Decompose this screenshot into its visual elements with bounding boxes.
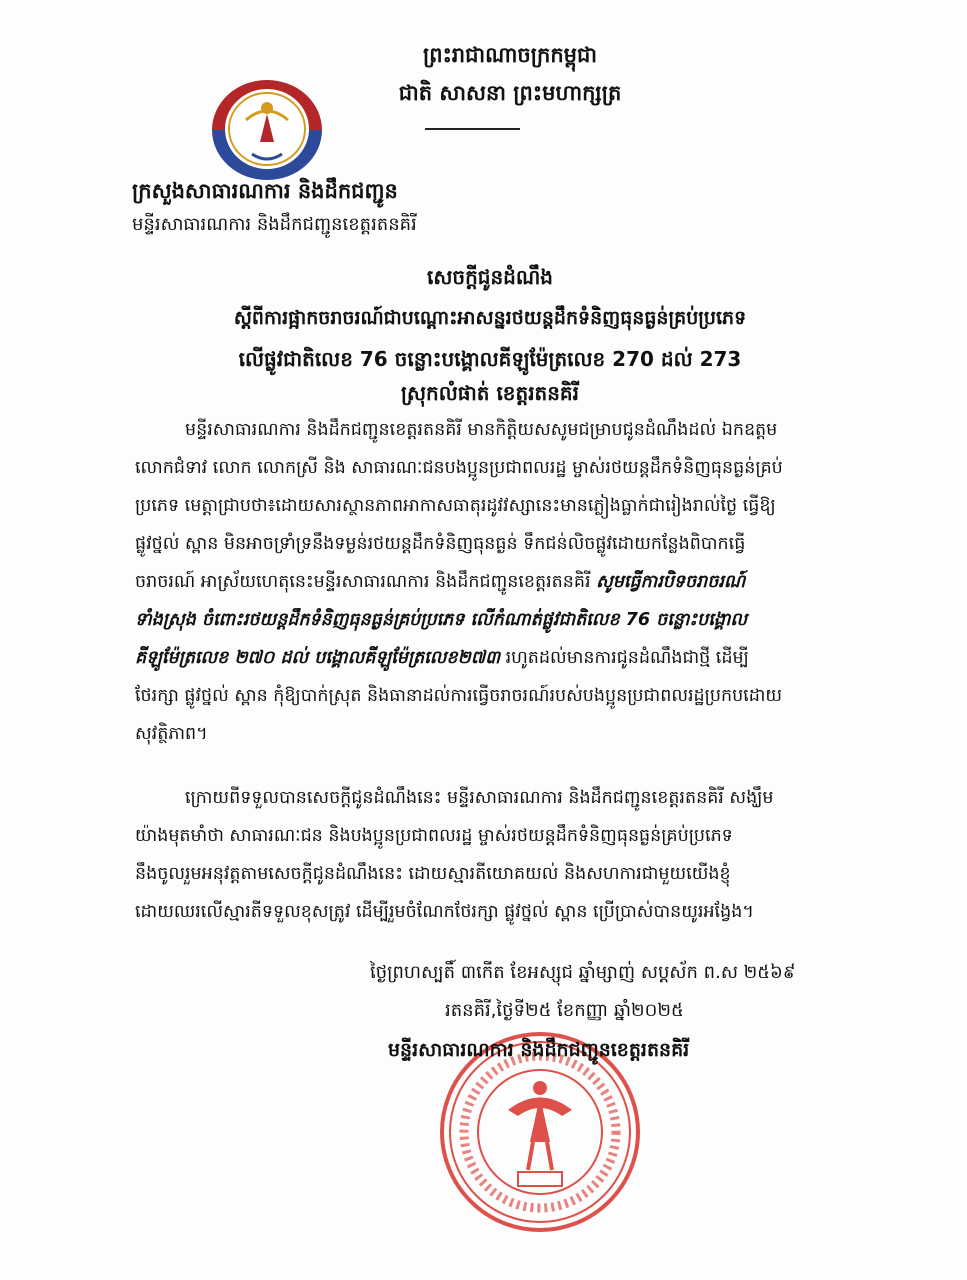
paragraph2-line: នឹងចូលរួមអនុវត្តតាមសេចក្ដីជូនដំណឹងនេះ ដោយស្មារតីយោគយល់ និងសហការជាមួយយើងខ្ញុំ	[135, 864, 731, 884]
ministry-logo	[200, 72, 335, 182]
department-name: មន្ទីរសាធារណការ និងដឹកជញ្ជូនខេត្តរតនគិរី	[132, 214, 417, 235]
solar-date: រតនគិរី,ថ្ងៃទី២៥ ខែកញ្ញា ឆ្នាំ២០២៥	[445, 1000, 684, 1021]
paragraph2-line: ក្រោយពីទទួលបានសេចក្ដីជូនដំណឹងនេះ មន្ទីរសាធារណការ និងដឹកជញ្ជូនខេត្តរតនគិរី សង្ឃឹម	[185, 788, 774, 808]
paragraph1-line: ប្រភេទ មេត្តាជ្រាបថា៖ដោយសារស្ថានភាពអាកាសធាតុរដូវវស្សានេះមានភ្លៀងធ្លាក់ជារៀងរាល់ថ្ងៃ ធ្វើឱ្យ	[135, 496, 776, 516]
national-motto-kingdom: ព្រះរាជាណាចក្រកម្ពុជា	[422, 43, 597, 67]
seal-figure-legs	[528, 1142, 552, 1170]
motto-divider	[425, 128, 520, 130]
paragraph1-line: មន្ទីរសាធារណការ និងដឹកជញ្ជូនខេត្តរតនគិរី មានកិត្តិយសសូមជម្រាបជូនដំណឹងដល់ ឯកឧត្តម	[185, 420, 778, 440]
seal-base-plate	[518, 1172, 562, 1186]
paragraph1-emphasis: គីឡូម៉ែត្រលេខ ២៧០ ដល់ បង្គោលគីឡូម៉ែត្រលេខ២៧៣	[135, 648, 501, 668]
national-motto-nation: ជាតិ សាសនា ព្រះមហាក្សត្រ	[398, 81, 622, 105]
seal-figure-head	[533, 1081, 547, 1095]
notice-subject: ស្ដីពីការផ្អាកចរាចរណ៍ជាបណ្ដោះអាសន្នរថយន្តដឹកទំនិញធុនធ្ងន់គ្រប់ប្រភេទ	[233, 307, 747, 329]
notice-location: ស្រុកលំផាត់ ខេត្តរតនគិរី	[401, 381, 579, 405]
signatory-title: មន្ទីរសាធារណការ និងដឹកជញ្ជូនខេត្តរតនគិរី	[388, 1039, 690, 1061]
paragraph1-line: ថែរក្សា ផ្លូវថ្នល់ ស្ពាន កុំឱ្យបាក់ស្រុត និងធានាដល់ការធ្វើចរាចរណ៍របស់បងប្អូនប្រជាពលរដ្ឋប្រកបដោយ	[135, 686, 783, 706]
paragraph1-text: ចរាចរណ៍ អាស្រ័យហេតុនេះមន្ទីរសាធារណការ និងដឹកជញ្ជូនខេត្តរតនគិរី	[135, 572, 597, 592]
paragraph2-line: យ៉ាងមុតមាំថា សាធារណៈជន និងបងប្អូនប្រជាពលរដ្ឋ ម្ចាស់រថយន្តដឹកទំនិញធុនធ្ងន់គ្រប់ប្រភេទ	[135, 826, 733, 846]
paragraph2-line: ដោយឈរលើស្មារតីទទួលខុសត្រូវ ដើម្បីរួមចំណែកថែរក្សា ផ្លូវថ្នល់ ស្ពាន ប្រើប្រាស់បានយូរអង្វែង។	[135, 902, 754, 922]
paragraph1-emphasis: សូមធ្វើការបិទចរាចរណ៍	[596, 572, 746, 592]
notice-title: សេចក្ដីជូនដំណឹង	[427, 265, 553, 289]
paragraph1-text: រហូតដល់មានការជូនដំណឹងជាថ្មី ដើម្បី	[500, 648, 749, 668]
paragraph1-line	[135, 646, 840, 672]
paragraph1-line: ផ្លូវថ្នល់ ស្ពាន មិនអាចទ្រាំទ្រនឹងទម្ងន់រថយន្តដឹកទំនិញធុនធ្ងន់ ទឹកជន់លិចផ្លូវដោយកន្លែងពិបាកធ្វើ	[135, 534, 746, 554]
lunar-date: ថ្ងៃព្រហស្បតិ៍ ៣កើត ខែអស្សុជ ឆ្នាំម្សាញ់ សប្តស័ក ព.ស ២៥៦៩	[370, 962, 796, 983]
paragraph1-emphasis-line: ទាំងស្រុង ចំពោះរថយន្តដឹកទំនិញធុនធ្ងន់គ្រប់ប្រភេទ លើកំណាត់ផ្លូវជាតិលេខ 76 ចន្លោះបង្គោល	[135, 610, 748, 630]
paragraph1-line: សុវត្ថិភាព។	[135, 724, 208, 744]
paragraph1-line: លោកជំទាវ លោក លោកស្រី និង សាធារណៈជនបងប្អូនប្រជាពលរដ្ឋ ម្ចាស់រថយន្តដឹកទំនិញធុនធ្ងន់គ្រប់	[135, 458, 783, 478]
paragraph1-line	[135, 570, 840, 596]
notice-road-section: លើផ្លូវជាតិលេខ 76 ចន្លោះបង្គោលគីឡូម៉ែត្រលេខ 270 ដល់ 273	[238, 347, 742, 371]
ministry-name: ក្រសួងសាធារណការ និងដឹកជញ្ជូន	[132, 179, 398, 203]
